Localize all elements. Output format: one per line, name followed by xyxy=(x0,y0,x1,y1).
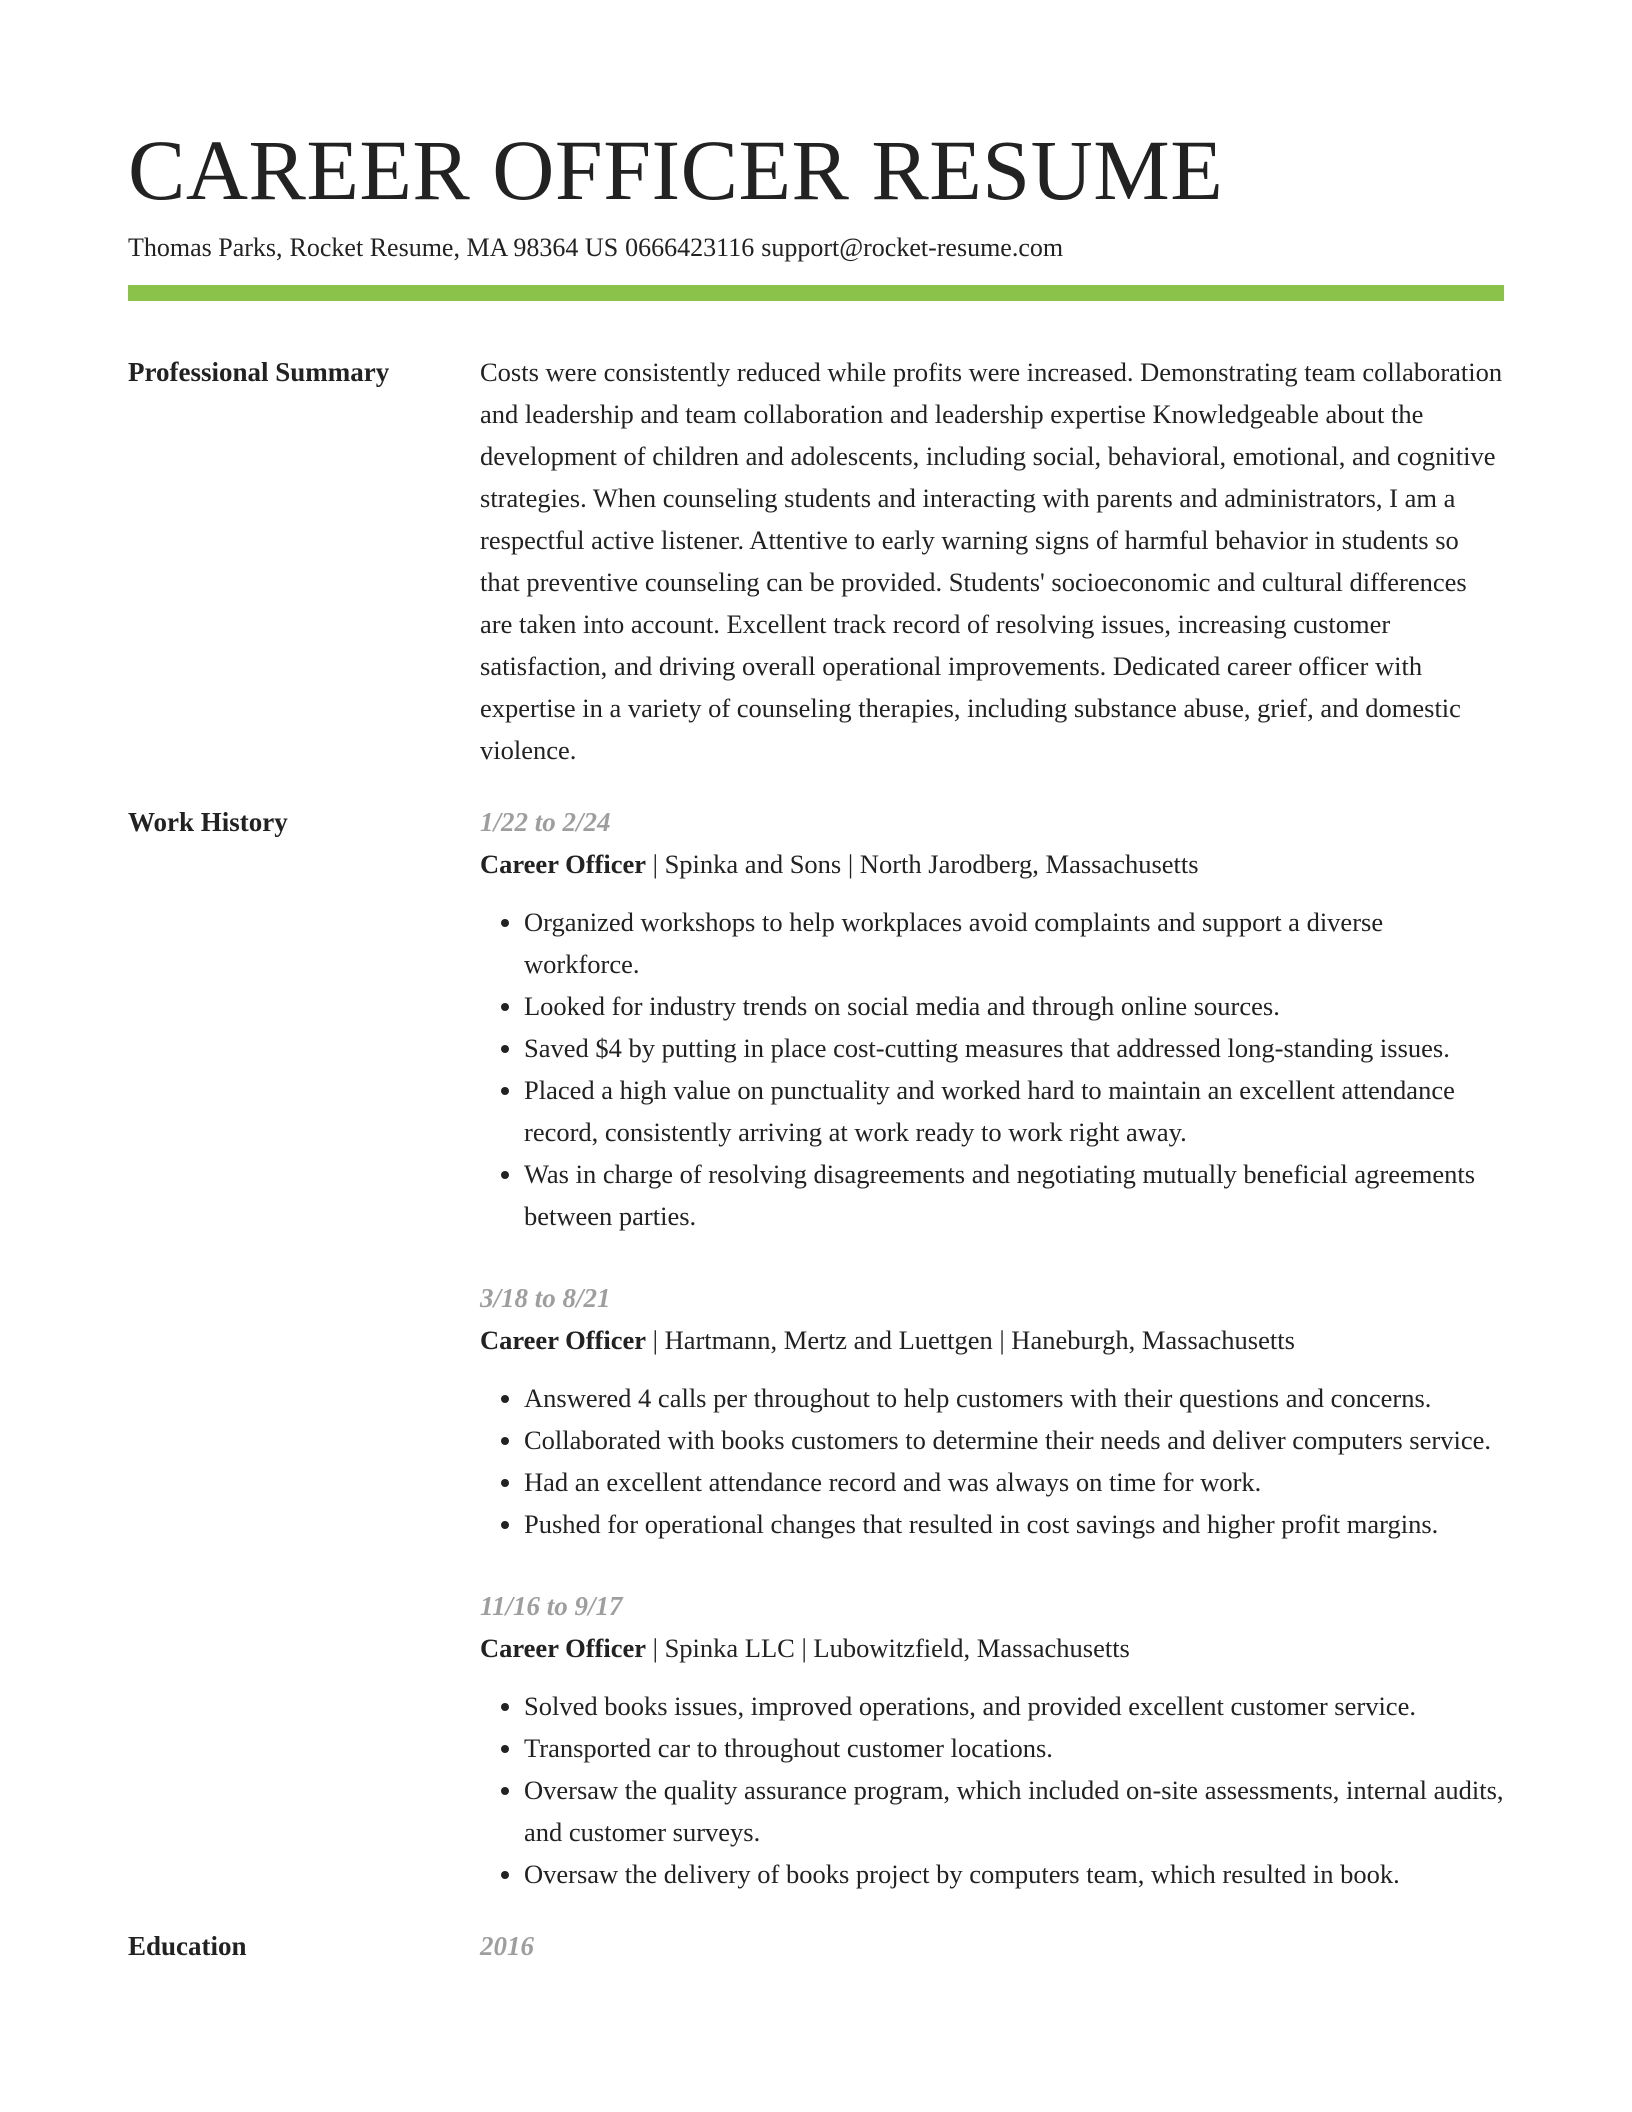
job-title: Career Officer xyxy=(480,1325,647,1355)
education-date: 2016 xyxy=(480,1931,534,1961)
contact-email: support@rocket-resume.com xyxy=(761,233,1064,262)
job-bullet: • Saved $4 by putting in place cost-cutting measures that addressed long-standing issues. xyxy=(524,1027,1504,1069)
summary-body xyxy=(480,351,1504,771)
job-bullet: • Placed a high value on punctuality and worked hard to maintain an excellent attendance record, consistently arriving at work ready to work right away. xyxy=(524,1069,1504,1153)
education-section xyxy=(128,1925,1504,1967)
contact-phone: 0666423116 xyxy=(625,233,755,262)
job-bullet: • Had an excellent attendance record and was always on time for work. xyxy=(524,1461,1504,1503)
job-bullet-list xyxy=(480,1377,1504,1545)
contact-name: Thomas Parks, xyxy=(128,233,283,262)
section-label-summary: Professional Summary xyxy=(128,357,390,387)
job-bullet: • Looked for industry trends on social media and through online sources. xyxy=(524,985,1504,1027)
section-label-education: Education xyxy=(128,1931,247,1961)
job-bullet: • Transported car to throughout customer locations. xyxy=(524,1727,1504,1769)
contact-address: Rocket Resume, MA 98364 US xyxy=(289,233,619,262)
job-entry xyxy=(480,1277,1504,1545)
education-body xyxy=(480,1925,1504,1967)
job-details: | Spinka LLC | Lubowitzfield, Massachusetts xyxy=(646,1633,1130,1663)
job-bullet: • Collaborated with books customers to determine their needs and deliver computers service. xyxy=(524,1419,1504,1461)
work-history-body xyxy=(480,801,1504,1895)
job-title: Career Officer xyxy=(480,849,647,879)
job-entry xyxy=(480,801,1504,1237)
job-details: | Spinka and Sons | North Jarodberg, Massachusetts xyxy=(646,849,1199,879)
job-bullet: • Organized workshops to help workplaces avoid complaints and support a diverse workforce. xyxy=(524,901,1504,985)
job-bullet: • Answered 4 calls per throughout to help customers with their questions and concerns. xyxy=(524,1377,1504,1419)
job-heading xyxy=(480,1627,1504,1669)
contact-line xyxy=(128,230,1504,266)
job-bullet-list xyxy=(480,901,1504,1237)
job-bullet: • Pushed for operational changes that resulted in cost savings and higher profit margins. xyxy=(524,1503,1504,1545)
job-bullet: • Oversaw the quality assurance program, which included on-site assessments, internal audits, and customer surveys. xyxy=(524,1769,1504,1853)
job-bullet: • Solved books issues, improved operations, and provided excellent customer service. xyxy=(524,1685,1504,1727)
job-entry xyxy=(480,1585,1504,1895)
header-divider xyxy=(128,285,1504,301)
job-details: | Hartmann, Mertz and Luettgen | Haneburgh, Massachusetts xyxy=(646,1325,1295,1355)
job-dates: 1/22 to 2/24 xyxy=(480,807,611,837)
job-heading xyxy=(480,843,1504,885)
resume-page xyxy=(128,118,1504,1967)
job-title: Career Officer xyxy=(480,1633,647,1663)
resume-title: CAREER OFFICER RESUME xyxy=(128,122,1224,218)
summary-text: Costs were consistently reduced while profits were increased. Demonstrating team collaboration and leadership and team collaboration and leadership expertise Knowledgeable about the development of children and adolescents, including social, behavioral, emotional, and cognitive strategies. When counseling students and interacting with parents and administrators, I am a respectful active listener. Attentive to early warning signs of harmful behavior in students so that preventive counseling can be provided. Students' socioeconomic and cultural differences are taken into account. Excellent track record of resolving issues, increasing customer satisfaction, and driving overall operational improvements. Dedicated career officer with expertise in a variety of counseling therapies, including substance abuse, grief, and domestic violence. xyxy=(480,357,1503,765)
work-history-section xyxy=(128,801,1504,1895)
job-bullet: • Oversaw the delivery of books project by computers team, which resulted in book. xyxy=(524,1853,1504,1895)
job-dates: 11/16 to 9/17 xyxy=(480,1591,623,1621)
professional-summary-section xyxy=(128,351,1504,771)
job-dates: 3/18 to 8/21 xyxy=(480,1283,611,1313)
section-label-work: Work History xyxy=(128,807,288,837)
job-heading xyxy=(480,1319,1504,1361)
job-bullet: • Was in charge of resolving disagreements and negotiating mutually beneficial agreements between parties. xyxy=(524,1153,1504,1237)
job-bullet-list xyxy=(480,1685,1504,1895)
